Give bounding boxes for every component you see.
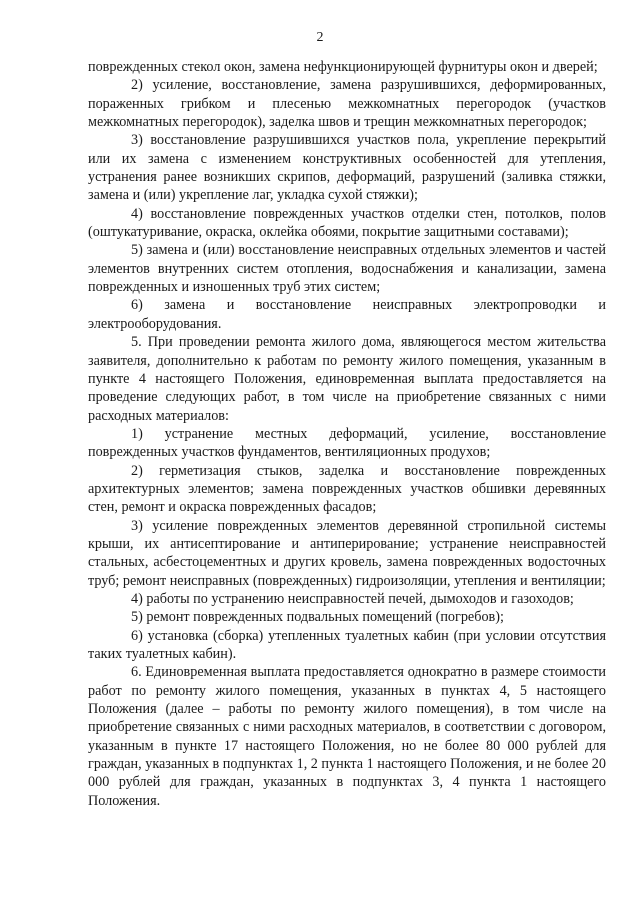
paragraph-clause-5-item-4: 4) работы по устранению неисправностей печей, дымоходов и газоходов; [131, 590, 574, 607]
paragraph-item-4: 4) восстановление поврежденных участков отделки стен, потолков, полов (оштукатуривание, окраска, оклейка обоями, покрытие защитными составами); [88, 205, 606, 241]
paragraph-clause-5-item-2: 2) герметизация стыков, заделка и восстановление поврежденных архитектурных элементов; замена поврежденных участков обшивки деревянных стен, ремонт и окраска поврежденных фасадов; [88, 462, 606, 516]
paragraph-clause-5-item-3: 3) усиление поврежденных элементов деревянной стропильной системы крыши, их антисептирование и антиперирование; устранение неисправностей стальных, асбестоцементных и других кровель, замена поврежденных водосточных труб; ремонт неисправных (поврежденных) гидроизоляции, утепления и вентиляции; [88, 517, 606, 589]
paragraph-clause-6: 6. Единовременная выплата предоставляется однократно в размере стоимости работ по ремонту жилого помещения, указанных в пунктах 4, 5 настоящего Положения (далее – работы по ремонту жилого помещения), в том числе на приобретение связанных с ними расходных материалов, в соответствии с договором, указанным в пункте 17 настоящего Положения, но не более 80 000 рублей для граждан, указанных в подпунктах 1, 2 пункта 1 настоящего Положения, и не более 20 000 рублей для граждан, указанных в подпунктах 3, 4 пункта 1 настоящего Положения. [88, 664, 606, 809]
paragraph-item-3: 3) восстановление разрушившихся участков пола, укрепление перекрытий или их замена с изменением конструктивных особенностей для утепления, устранения ранее возникших скрипов, деформаций, разрушений (заливка стяжки, замена и (или) укрепление лаг, укладка сухой стяжки); [88, 132, 606, 204]
paragraph-clause-5-item-1: 1) устранение местных деформаций, усиление, восстановление поврежденных участков фундаментов, вентиляционных продухов; [88, 425, 606, 461]
paragraph-continuation: поврежденных стекол окон, замена нефункционирующей фурнитуры окон и дверей; [88, 59, 598, 75]
paragraph-clause-5: 5. При проведении ремонта жилого дома, являющегося местом жительства заявителя, дополнительно к работам по ремонту жилого помещения, указанным в пункте 4 настоящего Положения, единовременная выплата предоставляется на проведение следующих работ, в том числе на приобретение связанных с ними расходных материалов: [88, 334, 606, 424]
paragraph-clause-5-item-5: 5) ремонт поврежденных подвальных помещений (погребов); [131, 609, 504, 626]
page-number: 2 [316, 30, 324, 45]
paragraph-item-5: 5) замена и (или) восстановление неисправных отдельных элементов и частей элементов внутренних систем отопления, водоснабжения и канализации, замена поврежденных и изношенных труб этих систем; [88, 242, 606, 296]
paragraph-item-6: 6) замена и восстановление неисправных электропроводки и электрооборудования. [88, 297, 606, 332]
document-body [88, 58, 606, 810]
paragraph-clause-5-item-6: 6) установка (сборка) утепленных туалетных кабин (при условии отсутствия таких туалетных кабин). [88, 627, 606, 662]
paragraph-item-2: 2) усиление, восстановление, замена разрушившихся, деформированных, пораженных грибком и плесенью межкомнатных перегородок (участков межкомнатных перегородок), заделка швов и трещин межкомнатных перегородок; [88, 77, 606, 131]
